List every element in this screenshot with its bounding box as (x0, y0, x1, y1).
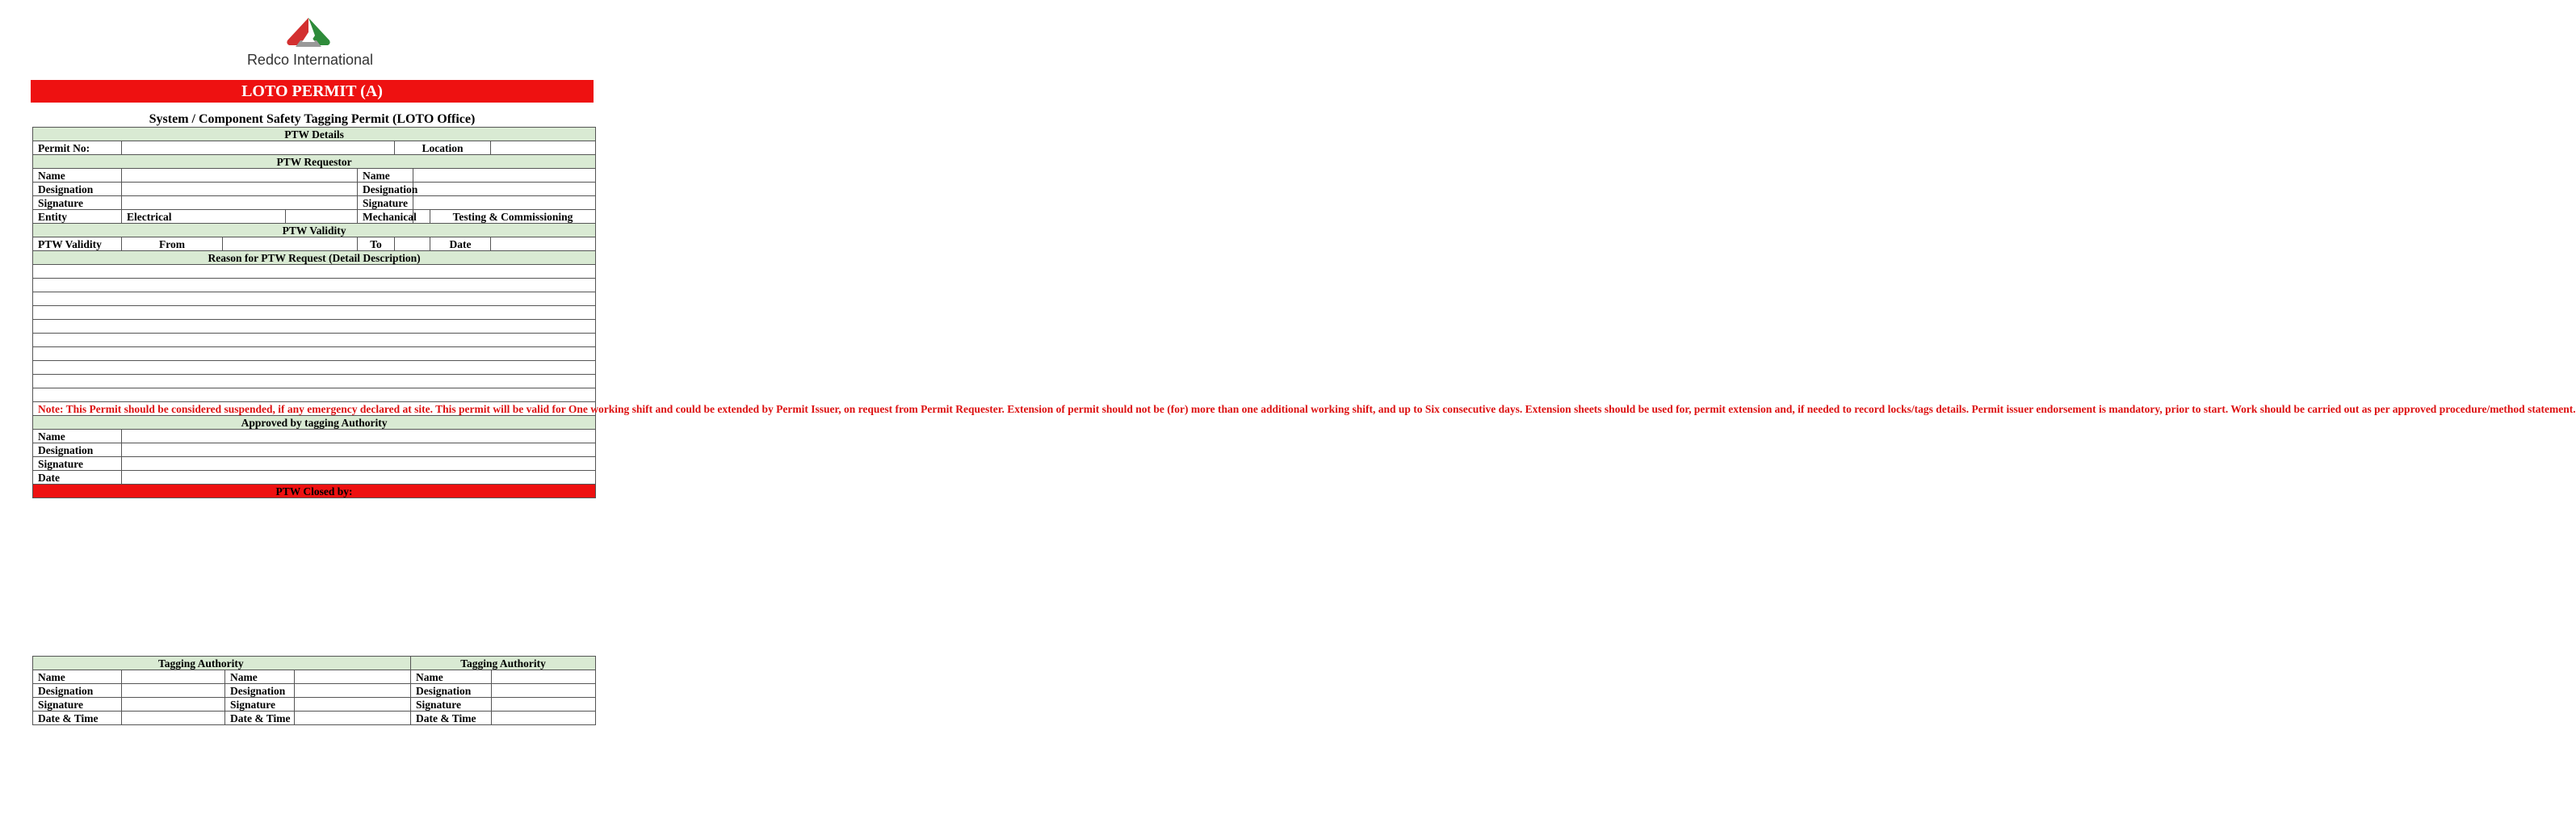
company-name: Redco International (246, 52, 374, 68)
permit-no-label: Permit No: (33, 141, 122, 155)
reason-line[interactable] (33, 347, 596, 361)
section-header-closed: PTW Closed by: (33, 485, 596, 498)
closed-signature-field-2[interactable] (295, 698, 411, 712)
closed-designation-field-2[interactable] (295, 684, 411, 698)
closed-signature-label-2: Signature (225, 698, 295, 712)
form-subtitle: System / Component Safety Tagging Permit (LOTO Office) (149, 112, 476, 126)
reason-line[interactable] (33, 265, 596, 279)
entity-label: Entity (33, 210, 122, 224)
closed-signature-field-3[interactable] (492, 698, 596, 712)
approved-signature-field[interactable] (122, 457, 596, 471)
company-logo (237, 16, 383, 71)
approved-designation-field[interactable] (122, 443, 596, 457)
requestor-name-field[interactable] (122, 169, 358, 183)
validity-to-label: To (358, 237, 395, 251)
closed-name-field-1[interactable] (122, 670, 225, 684)
reason-line[interactable] (33, 375, 596, 388)
closed-datetime-field-3[interactable] (492, 712, 596, 725)
requestor2-name-label: Name (358, 169, 413, 183)
closed-datetime-field-2[interactable] (295, 712, 411, 725)
validity-from-field[interactable] (223, 237, 358, 251)
validity-from-label: From (122, 237, 223, 251)
page-title: LOTO PERMIT (A) (31, 80, 594, 103)
approved-name-field[interactable] (122, 430, 596, 443)
approved-date-field[interactable] (122, 471, 596, 485)
closed-designation-label-1: Designation (33, 684, 122, 698)
requestor2-designation-label: Designation (358, 183, 413, 196)
location-field[interactable] (491, 141, 596, 155)
entity-testing-label: Testing & Commissioning (430, 210, 596, 224)
closed-tagging-authority-header-1: Tagging Authority (33, 657, 411, 670)
reason-line[interactable] (33, 279, 596, 292)
closed-signature-label-1: Signature (33, 698, 122, 712)
entity-electrical-checkbox[interactable] (286, 210, 358, 224)
closed-datetime-label-2: Date & Time (225, 712, 295, 725)
requestor2-name-field[interactable] (413, 169, 596, 183)
reason-line[interactable] (33, 292, 596, 306)
requestor2-designation-field[interactable] (413, 183, 596, 196)
approved-name-label: Name (33, 430, 122, 443)
requestor-designation-field[interactable] (122, 183, 358, 196)
validity-label: PTW Validity (33, 237, 122, 251)
closed-datetime-label-3: Date & Time (411, 712, 492, 725)
requestor-signature-label: Signature (33, 196, 122, 210)
closed-datetime-label-1: Date & Time (33, 712, 122, 725)
closed-name-label-1: Name (33, 670, 122, 684)
redco-logo-icon (284, 16, 333, 50)
requestor2-signature-label: Signature (358, 196, 413, 210)
section-header-reason: Reason for PTW Request (Detail Description) (33, 251, 596, 265)
closed-tagging-authority-header-2: Tagging Authority (411, 657, 596, 670)
approved-date-label: Date (33, 471, 122, 485)
closed-signature-field-1[interactable] (122, 698, 225, 712)
entity-electrical-label: Electrical (122, 210, 286, 224)
closed-name-field-3[interactable] (492, 670, 596, 684)
validity-to-field[interactable] (395, 237, 430, 251)
reason-line[interactable] (33, 334, 596, 347)
entity-mechanical-label: Mechanical (358, 210, 413, 224)
reason-line[interactable] (33, 361, 596, 375)
closed-name-field-2[interactable] (295, 670, 411, 684)
validity-date-field[interactable] (491, 237, 596, 251)
requestor-designation-label: Designation (33, 183, 122, 196)
closed-datetime-field-1[interactable] (122, 712, 225, 725)
reason-line[interactable] (33, 320, 596, 334)
reason-line[interactable] (33, 306, 596, 320)
closed-name-label-3: Name (411, 670, 492, 684)
closed-designation-label-2: Designation (225, 684, 295, 698)
closed-designation-field-3[interactable] (492, 684, 596, 698)
validity-date-label: Date (430, 237, 491, 251)
location-label: Location (395, 141, 491, 155)
closed-name-label-2: Name (225, 670, 295, 684)
approved-designation-label: Designation (33, 443, 122, 457)
section-header-approved: Approved by tagging Authority (33, 416, 596, 430)
closed-designation-label-3: Designation (411, 684, 492, 698)
permit-no-field[interactable] (122, 141, 395, 155)
approved-signature-label: Signature (33, 457, 122, 471)
reason-line[interactable] (33, 388, 596, 402)
permit-note: Note: This Permit should be considered suspended, if any emergency declared at site. This permit will be valid for One working shift and could be extended by Permit Issuer, on request from Permit Requester. Extension of permit should not be (for) more than one additional working shift, and up to Six consecutive days. Extension sheets should be used for, permit extension and, if needed to record locks/tags details. Permit issuer endorsement is mandatory, prior to start. Work should be carried out as per approved procedure/method statement. (33, 402, 596, 416)
closed-signature-label-3: Signature (411, 698, 492, 712)
requestor-signature-field[interactable] (122, 196, 358, 210)
section-header-ptw-details: PTW Details (33, 128, 596, 141)
closed-by-table (32, 656, 596, 725)
requestor2-signature-field[interactable] (413, 196, 596, 210)
section-header-ptw-validity: PTW Validity (33, 224, 596, 237)
permit-form (32, 127, 2576, 498)
requestor-name-label: Name (33, 169, 122, 183)
closed-designation-field-1[interactable] (122, 684, 225, 698)
section-header-ptw-requestor: PTW Requestor (33, 155, 596, 169)
